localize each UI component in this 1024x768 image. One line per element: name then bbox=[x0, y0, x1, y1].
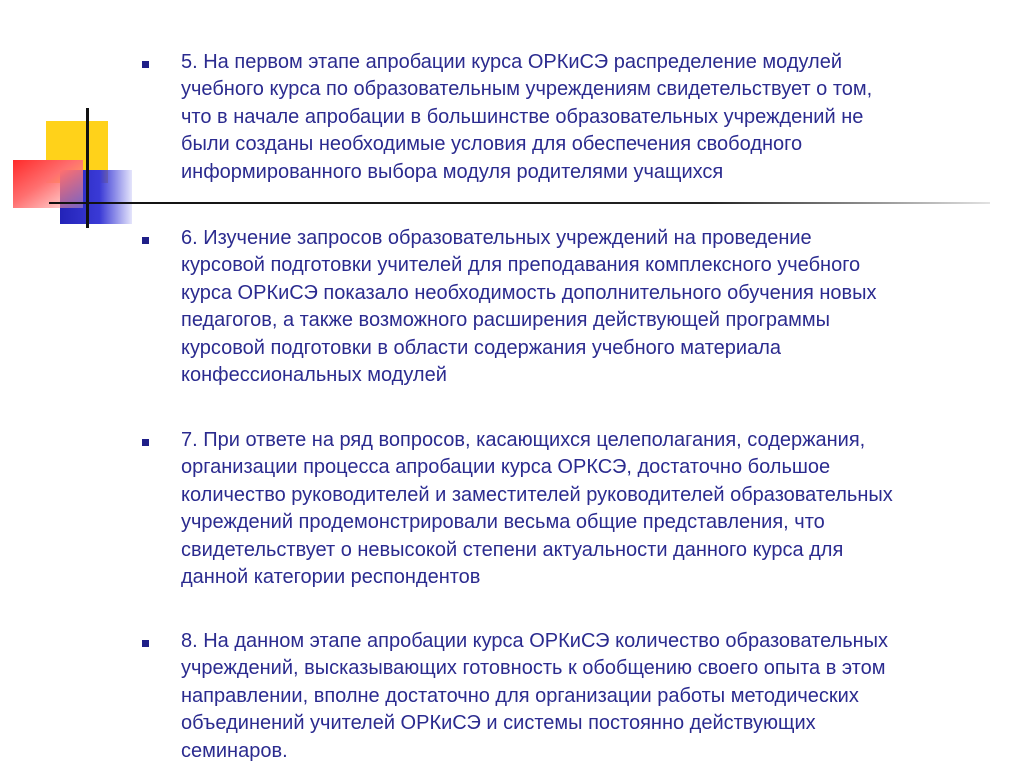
item-text: 6. Изучение запросов образовательных учреждений на проведение курсовой подготовки учителей для преподавания комплексного учебного курса ОРКиСЭ показало необходимость дополнительного обучения новых педагогов, а также возможного расширения действующей программы курсовой подготовки в области содержания учебного материала конфессиональных модулей bbox=[181, 227, 877, 387]
bullet-icon bbox=[142, 61, 149, 68]
item-text: 8. На данном этапе апробации курса ОРКиСЭ количество образовательных учреждений, высказывающих готовность к обобщению своего опыта в этом направлении, вполне достаточно для организации работы методических объединений учителей ОРКиСЭ и системы постоянно действующих семинаров. bbox=[181, 630, 889, 762]
bullet-icon bbox=[142, 640, 149, 647]
item-text: 7. При ответе на ряд вопросов, касающихся целеполагания, содержания, организации процесса апробации курса ОРКСЭ, достаточно большое количество руководителей и заместителей руководителей образовательных учреждений продемонстрировали весьма общие представления, что свидетельствует о невысокой степени актуальности данного курса для данной категории респондентов bbox=[181, 429, 893, 589]
item-text: 5. На первом этапе апробации курса ОРКиСЭ распределение модулей учебного курса по образовательным учреждениям свидетельствует о том, что в начале апробации в большинстве образовательных учреждений не были созданы необходимые условия для обеспечения свободного информированного выбора модуля родителями учащихся bbox=[181, 51, 873, 183]
bullet-icon bbox=[142, 439, 149, 446]
bullet-icon bbox=[142, 237, 149, 244]
